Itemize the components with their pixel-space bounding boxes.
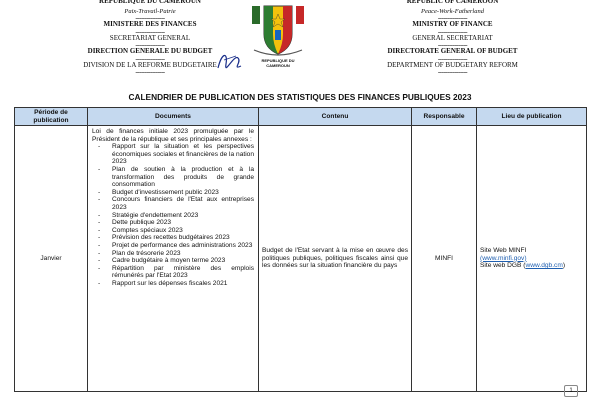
separator: ---------------- <box>437 14 468 22</box>
separator: ---------------- <box>135 27 165 36</box>
department-en: DEPARTMENT OF BUDGETARY REFORM <box>387 60 518 69</box>
place-cell <box>477 126 587 392</box>
list-item: - Projet de performance des administrations 2023 <box>92 242 254 250</box>
publication-calendar-table <box>14 107 587 392</box>
list-item: - Cadre budgétaire à moyen terme 2023 <box>92 257 254 265</box>
secretariat-en: GENERAL SECRETARIAT <box>412 33 493 42</box>
header-period: Période de publication <box>15 108 88 126</box>
minfi-link[interactable]: (www.minfi.gov) <box>480 254 527 262</box>
list-item: - Budget d'investissement public 2023 <box>92 189 254 197</box>
republic-en: REPUBLIC OF CAMEROON <box>406 0 499 5</box>
separator: ---------------- <box>135 68 165 76</box>
place-line-2-suffix: ) <box>562 262 566 270</box>
documents-intro: Loi de finances initiale 2023 promulguée par le Président de la république et ses principales annexes : <box>92 128 254 143</box>
page-title: CALENDRIER DE PUBLICATION DES STATISTIQUES DES FINANCES PUBLIQUES 2023 <box>128 92 472 102</box>
list-item: - Concours financiers de l'Etat aux entreprises 2023 <box>92 196 254 211</box>
table-row <box>15 126 587 392</box>
list-item: - Rapport sur la situation et les perspectives économiques sociales et financières de la nation 2023 <box>92 143 254 166</box>
documents-cell <box>88 126 259 392</box>
separator: ---------------- <box>135 54 165 63</box>
dgb-link[interactable]: www.dgb.cm <box>525 262 563 270</box>
content-cell: Budget de l'Etat servant à la mise en œuvre des politiques publiques, politiques fiscales ainsi que les données sur la situation financière du pays <box>259 126 412 392</box>
division-fr: DIVISION DE LA REFORME BUDGETAIRE <box>83 60 217 69</box>
separator: ---------------- <box>135 41 165 49</box>
direction-en: DIRECTORATE GENERAL OF BUDGET <box>387 47 518 55</box>
page-number: 1 <box>564 385 578 397</box>
header-documents: Documents <box>88 108 259 126</box>
header-place: Lieu de publication <box>477 108 587 126</box>
header-responsible: Responsable <box>412 108 477 126</box>
list-item: - Répartition par ministère des emplois rémunérés par l'Etat 2023 <box>92 265 254 280</box>
separator: ---------------- <box>437 27 468 36</box>
direction-fr: DIRECTION GENERALE DU BUDGET <box>87 47 213 55</box>
list-item: - Rapport sur les dépenses fiscales 2021 <box>92 280 254 288</box>
emblem-motto: REPUBLIQUE DU CAMEROUN <box>261 58 295 68</box>
place-line-2 <box>480 262 583 270</box>
list-item: - Dette publique 2023 <box>92 219 254 227</box>
secretariat-fr: SECRETARIAT GENERAL <box>109 33 191 42</box>
separator: ---------------- <box>437 41 468 49</box>
separator: ---------------- <box>437 68 468 76</box>
list-item: - Prévision des recettes budgétaires 2023 <box>92 234 254 242</box>
motto-en: Peace-Work-Fatherland <box>421 7 484 15</box>
document-header <box>0 0 600 78</box>
ministry-en: MINISTRY OF FINANCE <box>412 20 493 28</box>
coat-of-arms <box>250 0 306 68</box>
ministry-fr: MINISTERE DES FINANCES <box>103 20 197 28</box>
signature-mark <box>214 48 244 74</box>
header-content: Contenu <box>259 108 412 126</box>
separator: ---------------- <box>135 14 165 22</box>
list-item: - Comptes spéciaux 2023 <box>92 227 254 235</box>
period-cell: Janvier <box>15 126 88 392</box>
motto-fr: Paix-Travail-Patrie <box>124 7 176 15</box>
coat-of-arms-icon <box>250 0 306 60</box>
place-line-2-prefix: Site web DGB ( <box>480 262 526 270</box>
list-item: - Plan de soutien à la production et à la transformation des produits de grande consommation <box>92 166 254 189</box>
place-line-1: Site Web MINFI <box>480 246 527 254</box>
list-item: - Stratégie d'endettement 2023 <box>92 212 254 220</box>
table-header-row <box>15 108 587 126</box>
list-item: - Plan de trésorerie 2023 <box>92 250 254 258</box>
separator: ---------------- <box>437 54 468 63</box>
header-right-english <box>345 0 560 74</box>
responsible-cell: MINFI <box>412 126 477 392</box>
republic-fr: REPUBLIQUE DU CAMEROUN <box>99 0 201 5</box>
documents-list <box>92 143 254 287</box>
